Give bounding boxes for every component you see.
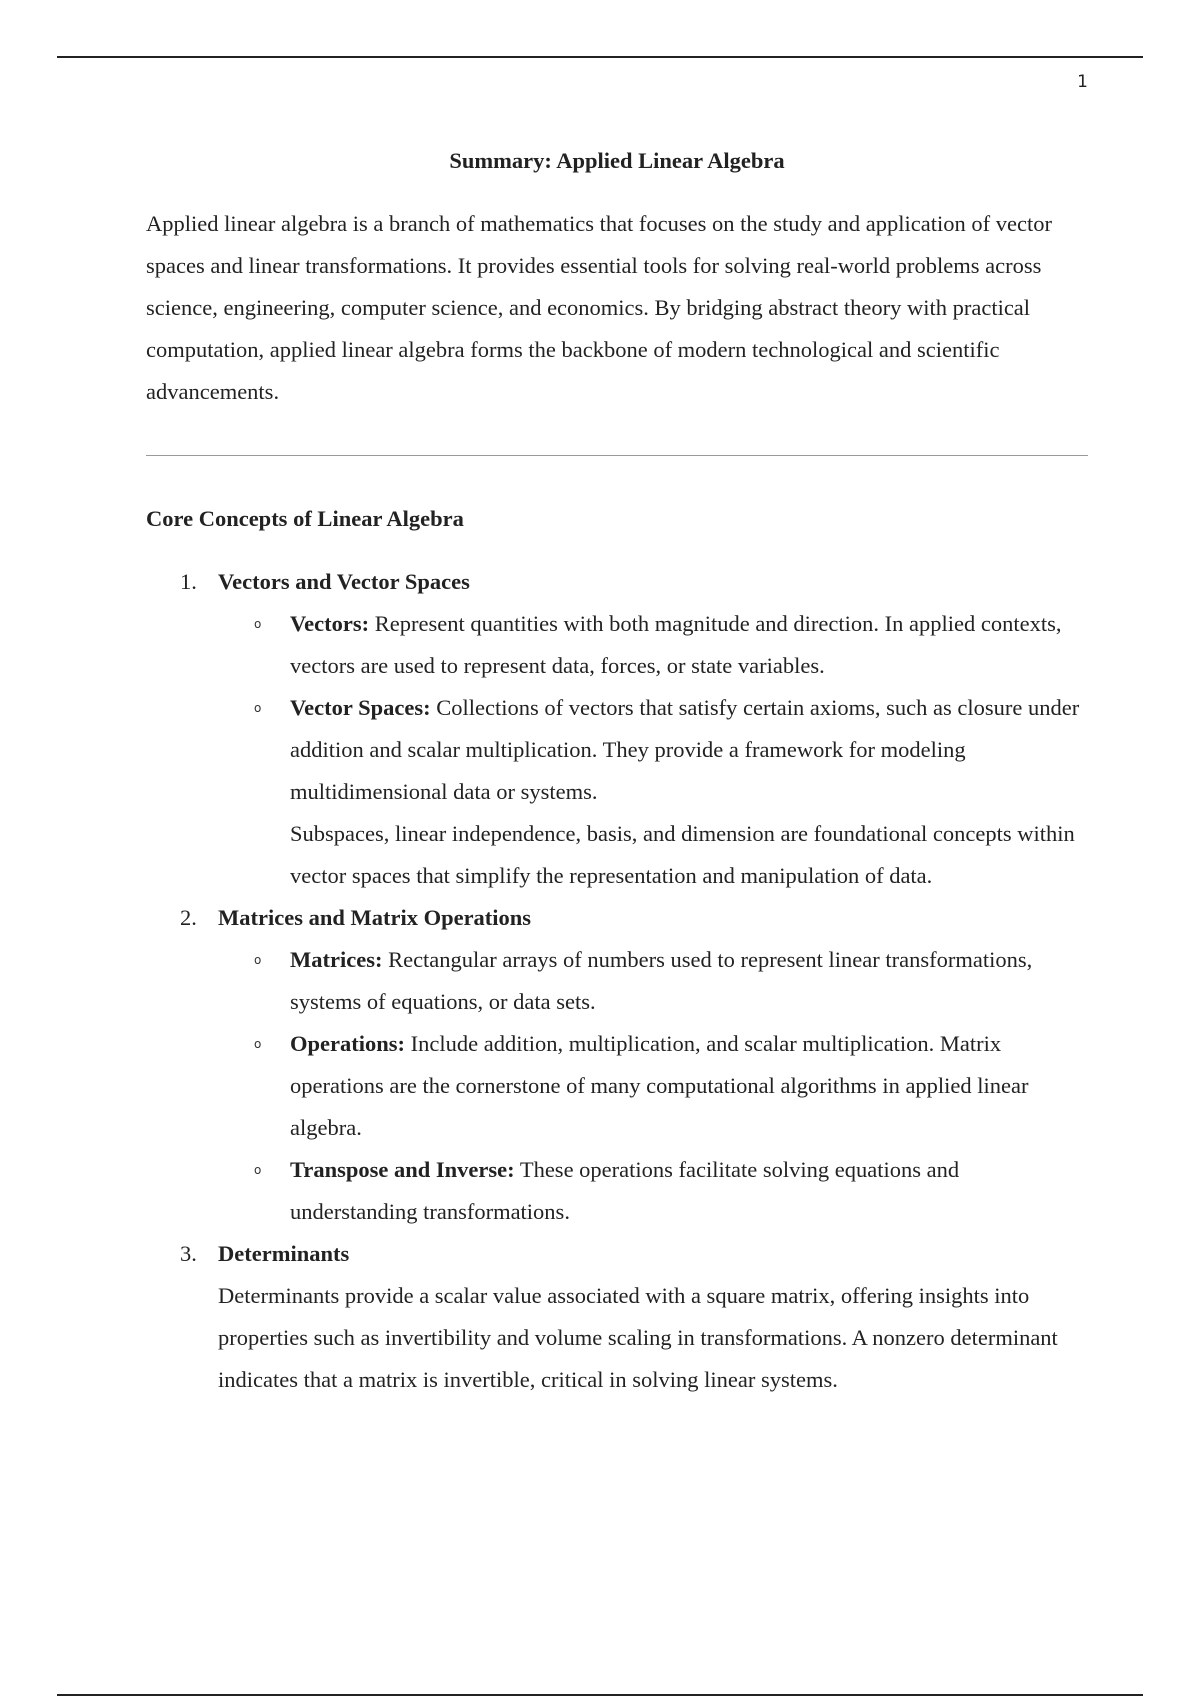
term-label: Vectors: xyxy=(290,611,370,636)
hollow-bullet-icon: o xyxy=(254,953,262,967)
term-label: Operations: xyxy=(290,1031,405,1056)
determinants-paragraph: Determinants provide a scalar value associated with a square matrix, offering insights into properties such as invertibility and volume scaling in transformations. A nonzero determinant indicates that a matrix is invertible, critical in solving linear systems. xyxy=(218,1283,1058,1392)
page-number: 1 xyxy=(1077,72,1088,92)
document-body xyxy=(146,140,1088,1401)
sub-item-operations xyxy=(218,1023,1088,1149)
term-description: Represent quantities with both magnitude and direction. In applied contexts, vectors are used to represent data, forces, or state variables. xyxy=(290,611,1062,678)
hollow-bullet-icon: o xyxy=(254,617,262,631)
sub-item-vectors xyxy=(218,603,1088,687)
item-title: Matrices and Matrix Operations xyxy=(218,905,532,930)
concepts-list xyxy=(146,561,1088,1401)
term-label: Vector Spaces: xyxy=(290,695,431,720)
item-title: Determinants xyxy=(218,1241,350,1266)
item-number: 2. xyxy=(180,905,197,930)
intro-paragraph: Applied linear algebra is a branch of mathematics that focuses on the study and application of vector spaces and linear transformations. It provides essential tools for solving real-world problems across science, engineering, computer science, and economics. By bridging abstract theory with practical computation, applied linear algebra forms the backbone of modern technological and scientific advancements. xyxy=(146,211,1052,404)
hollow-bullet-icon: o xyxy=(254,1163,262,1177)
horizontal-divider xyxy=(146,455,1088,456)
sub-item-matrices xyxy=(218,939,1088,1023)
item-number: 3. xyxy=(180,1241,197,1266)
sub-item-vector-spaces xyxy=(218,687,1088,813)
term-description: Rectangular arrays of numbers used to represent linear transformations, systems of equations, or data sets. xyxy=(290,947,1033,1014)
item-title: Vectors and Vector Spaces xyxy=(218,569,470,594)
section-heading: Core Concepts of Linear Algebra xyxy=(146,506,464,531)
vector-spaces-note: Subspaces, linear independence, basis, and dimension are foundational concepts within vector spaces that simplify the representation and manipulation of data. xyxy=(290,821,1075,888)
hollow-bullet-icon: o xyxy=(254,701,262,715)
page-top-rule xyxy=(57,56,1143,58)
list-item-vectors xyxy=(146,561,1088,897)
term-description: Include addition, multiplication, and scalar multiplication. Matrix operations are the cornerstone of many computational algorithms in applied linear algebra. xyxy=(290,1031,1029,1140)
page-bottom-rule xyxy=(57,1694,1143,1696)
sub-item-transpose-inverse xyxy=(218,1149,1088,1233)
sub-list xyxy=(218,939,1088,1233)
hollow-bullet-icon: o xyxy=(254,1037,262,1051)
term-description: Collections of vectors that satisfy certain axioms, such as closure under addition and scalar multiplication. They provide a framework for modeling multidimensional data or systems. xyxy=(290,695,1080,804)
term-label: Matrices: xyxy=(290,947,383,972)
sub-list xyxy=(218,603,1088,813)
list-item-matrices xyxy=(146,897,1088,1233)
list-item-determinants xyxy=(146,1233,1088,1401)
term-description: These operations facilitate solving equations and understanding transformations. xyxy=(290,1157,960,1224)
document-title: Summary: Applied Linear Algebra xyxy=(449,148,785,173)
term-label: Transpose and Inverse: xyxy=(290,1157,515,1182)
item-number: 1. xyxy=(180,569,197,594)
